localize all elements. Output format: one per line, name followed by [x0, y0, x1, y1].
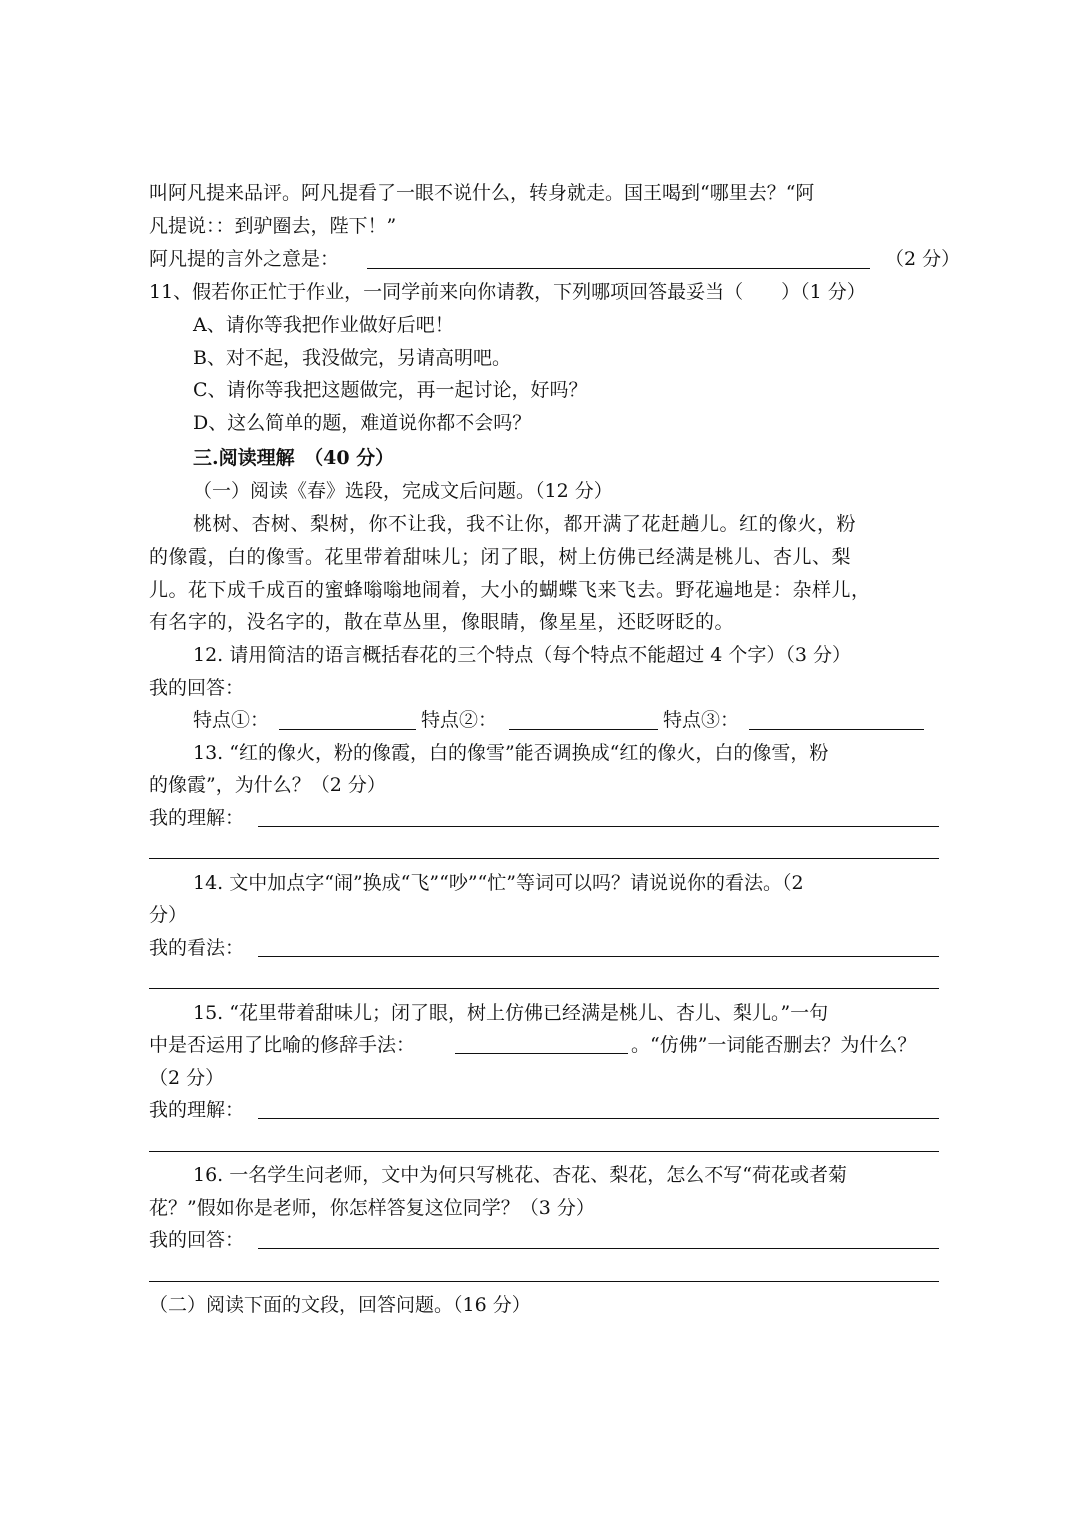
q14-answer-field[interactable]	[258, 956, 939, 957]
q15-answer-label: 我的理解：	[149, 1099, 245, 1121]
q12-feature-2-label: 特点②：	[421, 709, 498, 731]
q16-answer-field[interactable]	[258, 1248, 939, 1249]
q16-line-1: 16. 一名学生问老师，文中为何只写桃花、杏花、梨花，怎么不写“荷花或者菊	[193, 1164, 847, 1186]
q12-answer-label: 我的回答：	[149, 677, 245, 699]
q16-answer-field-2[interactable]	[149, 1281, 939, 1282]
q11-stem: 11、假若你正忙于作业，一同学前来向你请教，下列哪项回答最妥当（ ）（1 分）	[149, 281, 866, 303]
q12-feature-3-field[interactable]	[749, 729, 924, 730]
q14-line-2: 分）	[149, 904, 188, 926]
q10-answer-label: 阿凡提的言外之意是：	[149, 248, 340, 270]
q12-stem: 12. 请用简洁的语言概括春花的三个特点（每个特点不能超过 4 个字）（3 分）	[193, 644, 852, 666]
q13-line-1: 13. “红的像火，粉的像霞，白的像雪”能否调换成“红的像火，白的像雪，粉	[193, 742, 829, 764]
q15-answer-field[interactable]	[258, 1118, 939, 1119]
q15-line-1: 15. “花里带着甜味儿；闭了眼，树上仿佛已经满是桃儿、杏儿、梨儿。”一句	[193, 1002, 829, 1024]
q16-line-2: 花？”假如你是老师，你怎样答复这位同学？（3 分）	[149, 1197, 595, 1219]
passage-line-3: 儿。花下成千成百的蜜蜂嗡嗡地闹着，大小的蝴蝶飞来飞去。野花遍地是：杂样儿，	[149, 579, 871, 601]
q15-line-2a: 中是否运用了比喻的修辞手法：	[149, 1034, 416, 1056]
q15-line-2b: 。“仿佛”一词能否删去？为什么？	[631, 1034, 917, 1056]
q12-feature-1-field[interactable]	[279, 729, 416, 730]
q11-option-d[interactable]: D、这么简单的题，难道说你都不会吗？	[193, 412, 532, 434]
part-2-title: （二）阅读下面的文段，回答问题。（16 分）	[149, 1294, 531, 1316]
q11-option-c[interactable]: C、请你等我把这题做完，再一起讨论，好吗？	[193, 379, 588, 401]
q14-answer-field-2[interactable]	[149, 988, 939, 989]
part-1-title: （一）阅读《春》选段，完成文后问题。（12 分）	[193, 480, 613, 502]
q13-answer-field[interactable]	[258, 826, 939, 827]
q12-feature-2-field[interactable]	[509, 729, 658, 730]
intro-line-2: 凡提说：：到驴圈去，陛下！”	[149, 215, 397, 237]
section-3-title: 三.阅读理解 （40 分）	[193, 447, 395, 469]
q10-score: （2 分）	[885, 248, 961, 270]
q15-metaphor-field[interactable]	[455, 1053, 628, 1054]
q15-answer-field-2[interactable]	[149, 1151, 939, 1152]
q13-answer-label: 我的理解：	[149, 807, 245, 829]
q10-answer-field[interactable]	[367, 268, 870, 269]
q12-feature-3-label: 特点③：	[663, 709, 740, 731]
q11-option-a[interactable]: A、请你等我把作业做好后吧！	[193, 314, 454, 336]
q11-option-b[interactable]: B、对不起，我没做完，另请高明吧。	[193, 347, 511, 369]
q14-answer-label: 我的看法：	[149, 937, 245, 959]
passage-line-2: 的像霞，白的像雪。花里带着甜味儿；闭了眼，树上仿佛已经满是桃儿、杏儿、梨	[149, 546, 852, 568]
intro-line-1: 叫阿凡提来品评。阿凡提看了一眼不说什么，转身就走。国王喝到“哪里去？“阿	[149, 182, 815, 204]
passage-line-1: 桃树、杏树、梨树，你不让我，我不让你，都开满了花赶趟儿。红的像火，粉	[193, 513, 857, 535]
q13-answer-field-2[interactable]	[149, 858, 939, 859]
q12-feature-1-label: 特点①：	[193, 709, 270, 731]
q15-line-3: （2 分）	[149, 1067, 225, 1089]
passage-line-4: 有名字的，没名字的，散在草丛里，像眼睛，像星星，还眨呀眨的。	[149, 611, 735, 633]
q13-line-2: 的像霞”，为什么？（2 分）	[149, 774, 386, 796]
q14-line-1: 14. 文中加点字“闹”换成“飞”“吵”“忙”等词可以吗？请说说你的看法。（2	[193, 872, 804, 894]
q16-answer-label: 我的回答：	[149, 1229, 245, 1251]
